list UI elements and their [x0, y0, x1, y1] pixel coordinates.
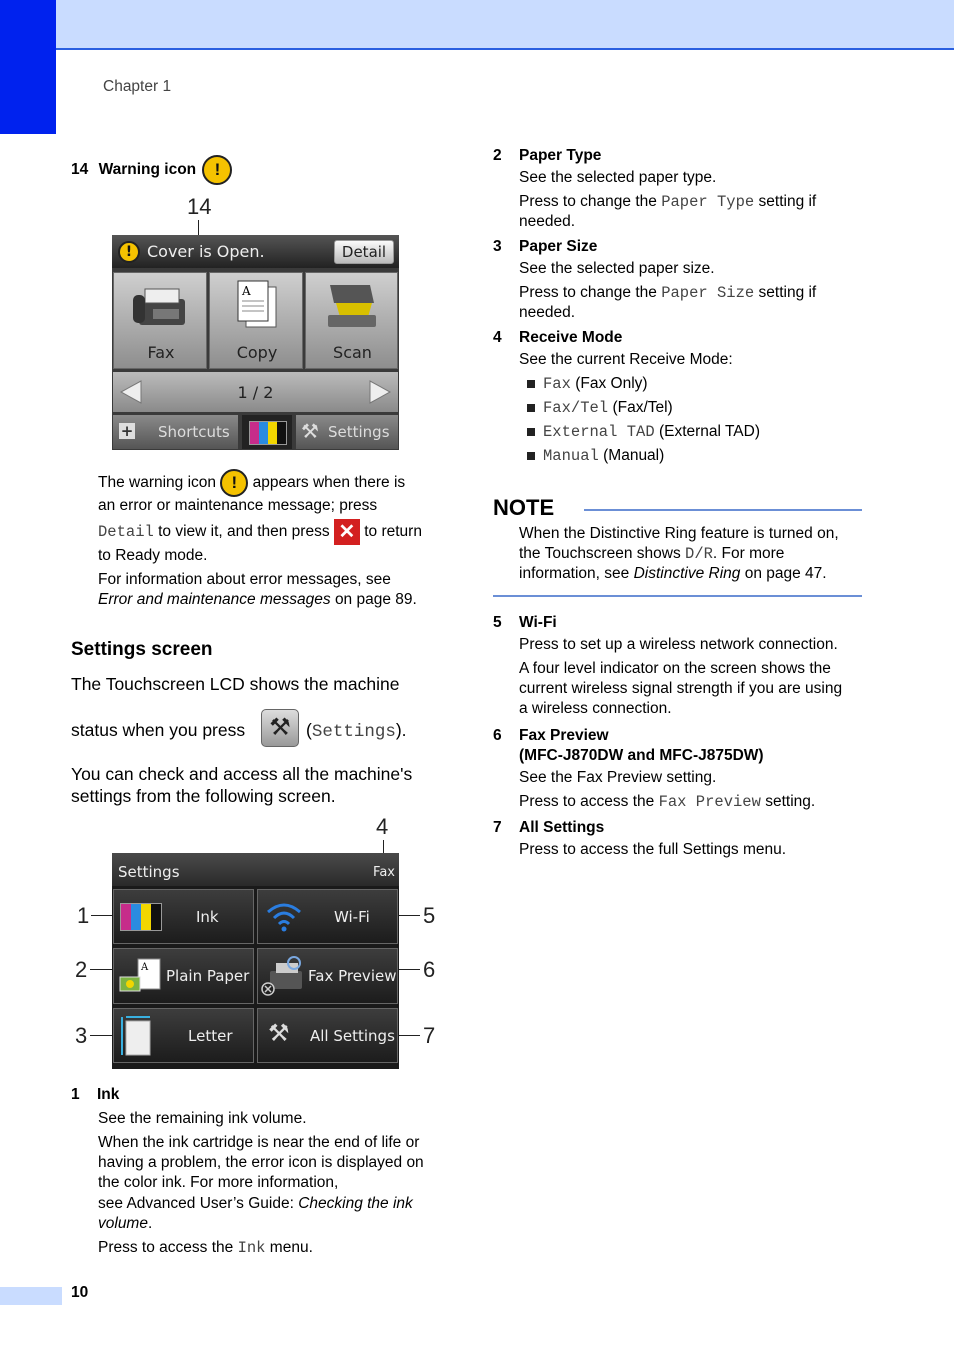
page-number-tab	[0, 1287, 62, 1305]
warning-icon: !	[118, 241, 140, 263]
page-indicator: 1 / 2	[237, 383, 274, 402]
item-6-heading: 6 Fax Preview	[493, 727, 609, 744]
arrow-right-icon[interactable]	[366, 379, 392, 405]
ink-tile[interactable]	[113, 889, 254, 944]
item-2-heading: 2 Paper Type	[493, 147, 602, 164]
paper-type-tile-label: Plain Paper	[166, 967, 250, 985]
header-band	[56, 0, 954, 50]
plus-icon: +	[120, 422, 134, 440]
plain-paper-icon	[118, 957, 164, 997]
item-4-heading: 4 Receive Mode	[493, 329, 623, 346]
ink-button[interactable]	[242, 415, 292, 449]
lcd-settings-title: Settings	[118, 863, 180, 881]
paper-type-tile[interactable]	[113, 948, 254, 1004]
item-1-body: See the remaining ink volume. When the ink cartridge is near the end of life or having a problem, the error icon is displayed on the color ink. For more information, see Advanced User’s Guide: Checking the ink volume. Press to access the Ink menu.	[98, 1110, 424, 1257]
item-1-heading: 1 Ink	[71, 1086, 120, 1103]
fax-tile-label: Fax	[147, 343, 175, 362]
scanner-icon	[324, 281, 380, 333]
svg-text:A: A	[242, 284, 251, 298]
shortcuts-button[interactable]	[113, 415, 238, 449]
callout-4: 4	[376, 814, 389, 839]
copy-tile[interactable]	[209, 272, 303, 369]
fax-machine-icon	[131, 281, 191, 331]
list-item: Fax/Tel (Fax/Tel)	[527, 398, 873, 422]
callout-5: 5	[423, 903, 436, 928]
list-item: External TAD (External TAD)	[527, 422, 873, 446]
close-x-icon: ✕	[334, 519, 360, 545]
copy-document-icon	[232, 279, 282, 333]
scan-tile[interactable]	[305, 272, 398, 369]
note-label: NOTE	[493, 495, 555, 520]
right-column-lower: 5 Wi-Fi Press to set up a wireless network connection. A four level indicator on the screen shows the current wireless signal strength if you are using a wireless connection. 6 Fax Preview (MFC-J870DW and MFC-J875DW) See the Fax Preview setting. Press to access the Fax Preview setting. 7 All Settings Press to access the full Settings menu.	[493, 613, 873, 860]
item-3-heading: 3 Paper Size	[493, 238, 598, 255]
callout-2: 2	[75, 957, 88, 982]
fax-preview-tile-label: Fax Preview	[308, 967, 397, 985]
error-messages-link[interactable]: Error and maintenance messages	[98, 591, 331, 608]
detail-button[interactable]: Detail	[334, 240, 394, 264]
copy-tile-label: Copy	[236, 343, 278, 362]
settings-tools-icon: ⚒	[261, 709, 299, 747]
checking-ink-link[interactable]: Checking the ink	[298, 1195, 413, 1212]
warning-icon: !	[202, 155, 232, 185]
paper-size-tile-label: Letter	[188, 1027, 233, 1045]
fax-preview-tile[interactable]	[257, 948, 398, 1004]
right-column: 2 Paper Type See the selected paper type. Press to change the Paper Type setting if needed. 3 Paper Size See the selected paper size. Press to change the Paper Size setting if needed. 4 Receive Mode See the current Receive Mode: Fax (Fax Only) Fax/Tel (Fax/Tel) External TAD (External TAD) Manual (Manual)	[493, 146, 873, 470]
warning-heading: 14 Warning icon !	[71, 155, 232, 185]
lcd-settings-screen	[112, 853, 399, 1069]
tools-icon: ⚒	[301, 419, 319, 443]
ink-cartridges-icon	[120, 903, 162, 931]
shortcuts-label: Shortcuts	[158, 423, 230, 441]
callout-3: 3	[75, 1023, 88, 1048]
header-tab	[0, 0, 56, 134]
note-bottom-rule	[493, 595, 862, 597]
lcd-message-bar	[112, 235, 399, 268]
scan-tile-label: Scan	[333, 343, 372, 362]
note-top-rule	[584, 509, 862, 511]
svg-text:A: A	[141, 962, 149, 973]
item-6-subtitle: (MFC-J870DW and MFC-J875DW)	[519, 747, 764, 764]
list-item: Fax (Fax Only)	[527, 374, 873, 398]
fax-tile[interactable]	[113, 272, 207, 369]
receive-mode-list	[527, 374, 873, 470]
lcd-message: Cover is Open.	[147, 242, 265, 261]
pager-bar	[113, 372, 398, 412]
lcd-warning-screen	[112, 235, 399, 450]
fax-preview-icon	[260, 955, 306, 999]
note-body: When the Distinctive Ring feature is turned on, the Touchscreen shows D/R. For more information, see Distinctive Ring on page 47.	[519, 525, 839, 582]
wifi-tile-label: Wi-Fi	[334, 908, 370, 926]
settings-screen-heading: Settings screen	[71, 639, 213, 660]
item-5-heading: 5 Wi-Fi	[493, 614, 557, 631]
settings-label: Settings	[328, 423, 390, 441]
wifi-icon	[266, 902, 302, 932]
paper-size-icon	[120, 1015, 156, 1059]
page-number: 10	[71, 1284, 89, 1301]
settings-intro: The Touchscreen LCD shows the machine status when you press ⚒ (Settings). You can check and access all the machine's settings from the following screen.	[71, 674, 413, 806]
tools-icon: ⚒	[268, 1019, 290, 1047]
list-item: Manual (Manual)	[527, 446, 873, 470]
warning-icon: !	[220, 469, 248, 497]
warning-paragraph: The warning icon ! appears when there is an error or maintenance message; press Detail to view it, and then press ✕ to return to Ready mode. For information about error messages, see Error and maintenance messages on page 89.	[98, 469, 448, 610]
lcd-settings-title-bar	[112, 853, 399, 886]
callout-14: 14	[187, 194, 212, 219]
all-settings-tile-label: All Settings	[310, 1027, 395, 1045]
callout-6: 6	[423, 957, 436, 982]
callout-7: 7	[423, 1023, 436, 1048]
all-settings-tile[interactable]	[257, 1008, 398, 1063]
lcd-mode-label: Fax	[373, 865, 395, 880]
distinctive-ring-link[interactable]: Distinctive Ring	[633, 565, 741, 582]
paper-size-tile[interactable]	[113, 1008, 254, 1063]
chapter-label: Chapter 1	[103, 78, 172, 95]
callout-1: 1	[77, 903, 90, 928]
wifi-tile[interactable]	[257, 889, 398, 944]
item-7-heading: 7 All Settings	[493, 819, 605, 836]
ink-tile-label: Ink	[196, 908, 219, 926]
ink-cartridges-icon	[249, 421, 287, 445]
settings-button[interactable]	[296, 415, 398, 449]
